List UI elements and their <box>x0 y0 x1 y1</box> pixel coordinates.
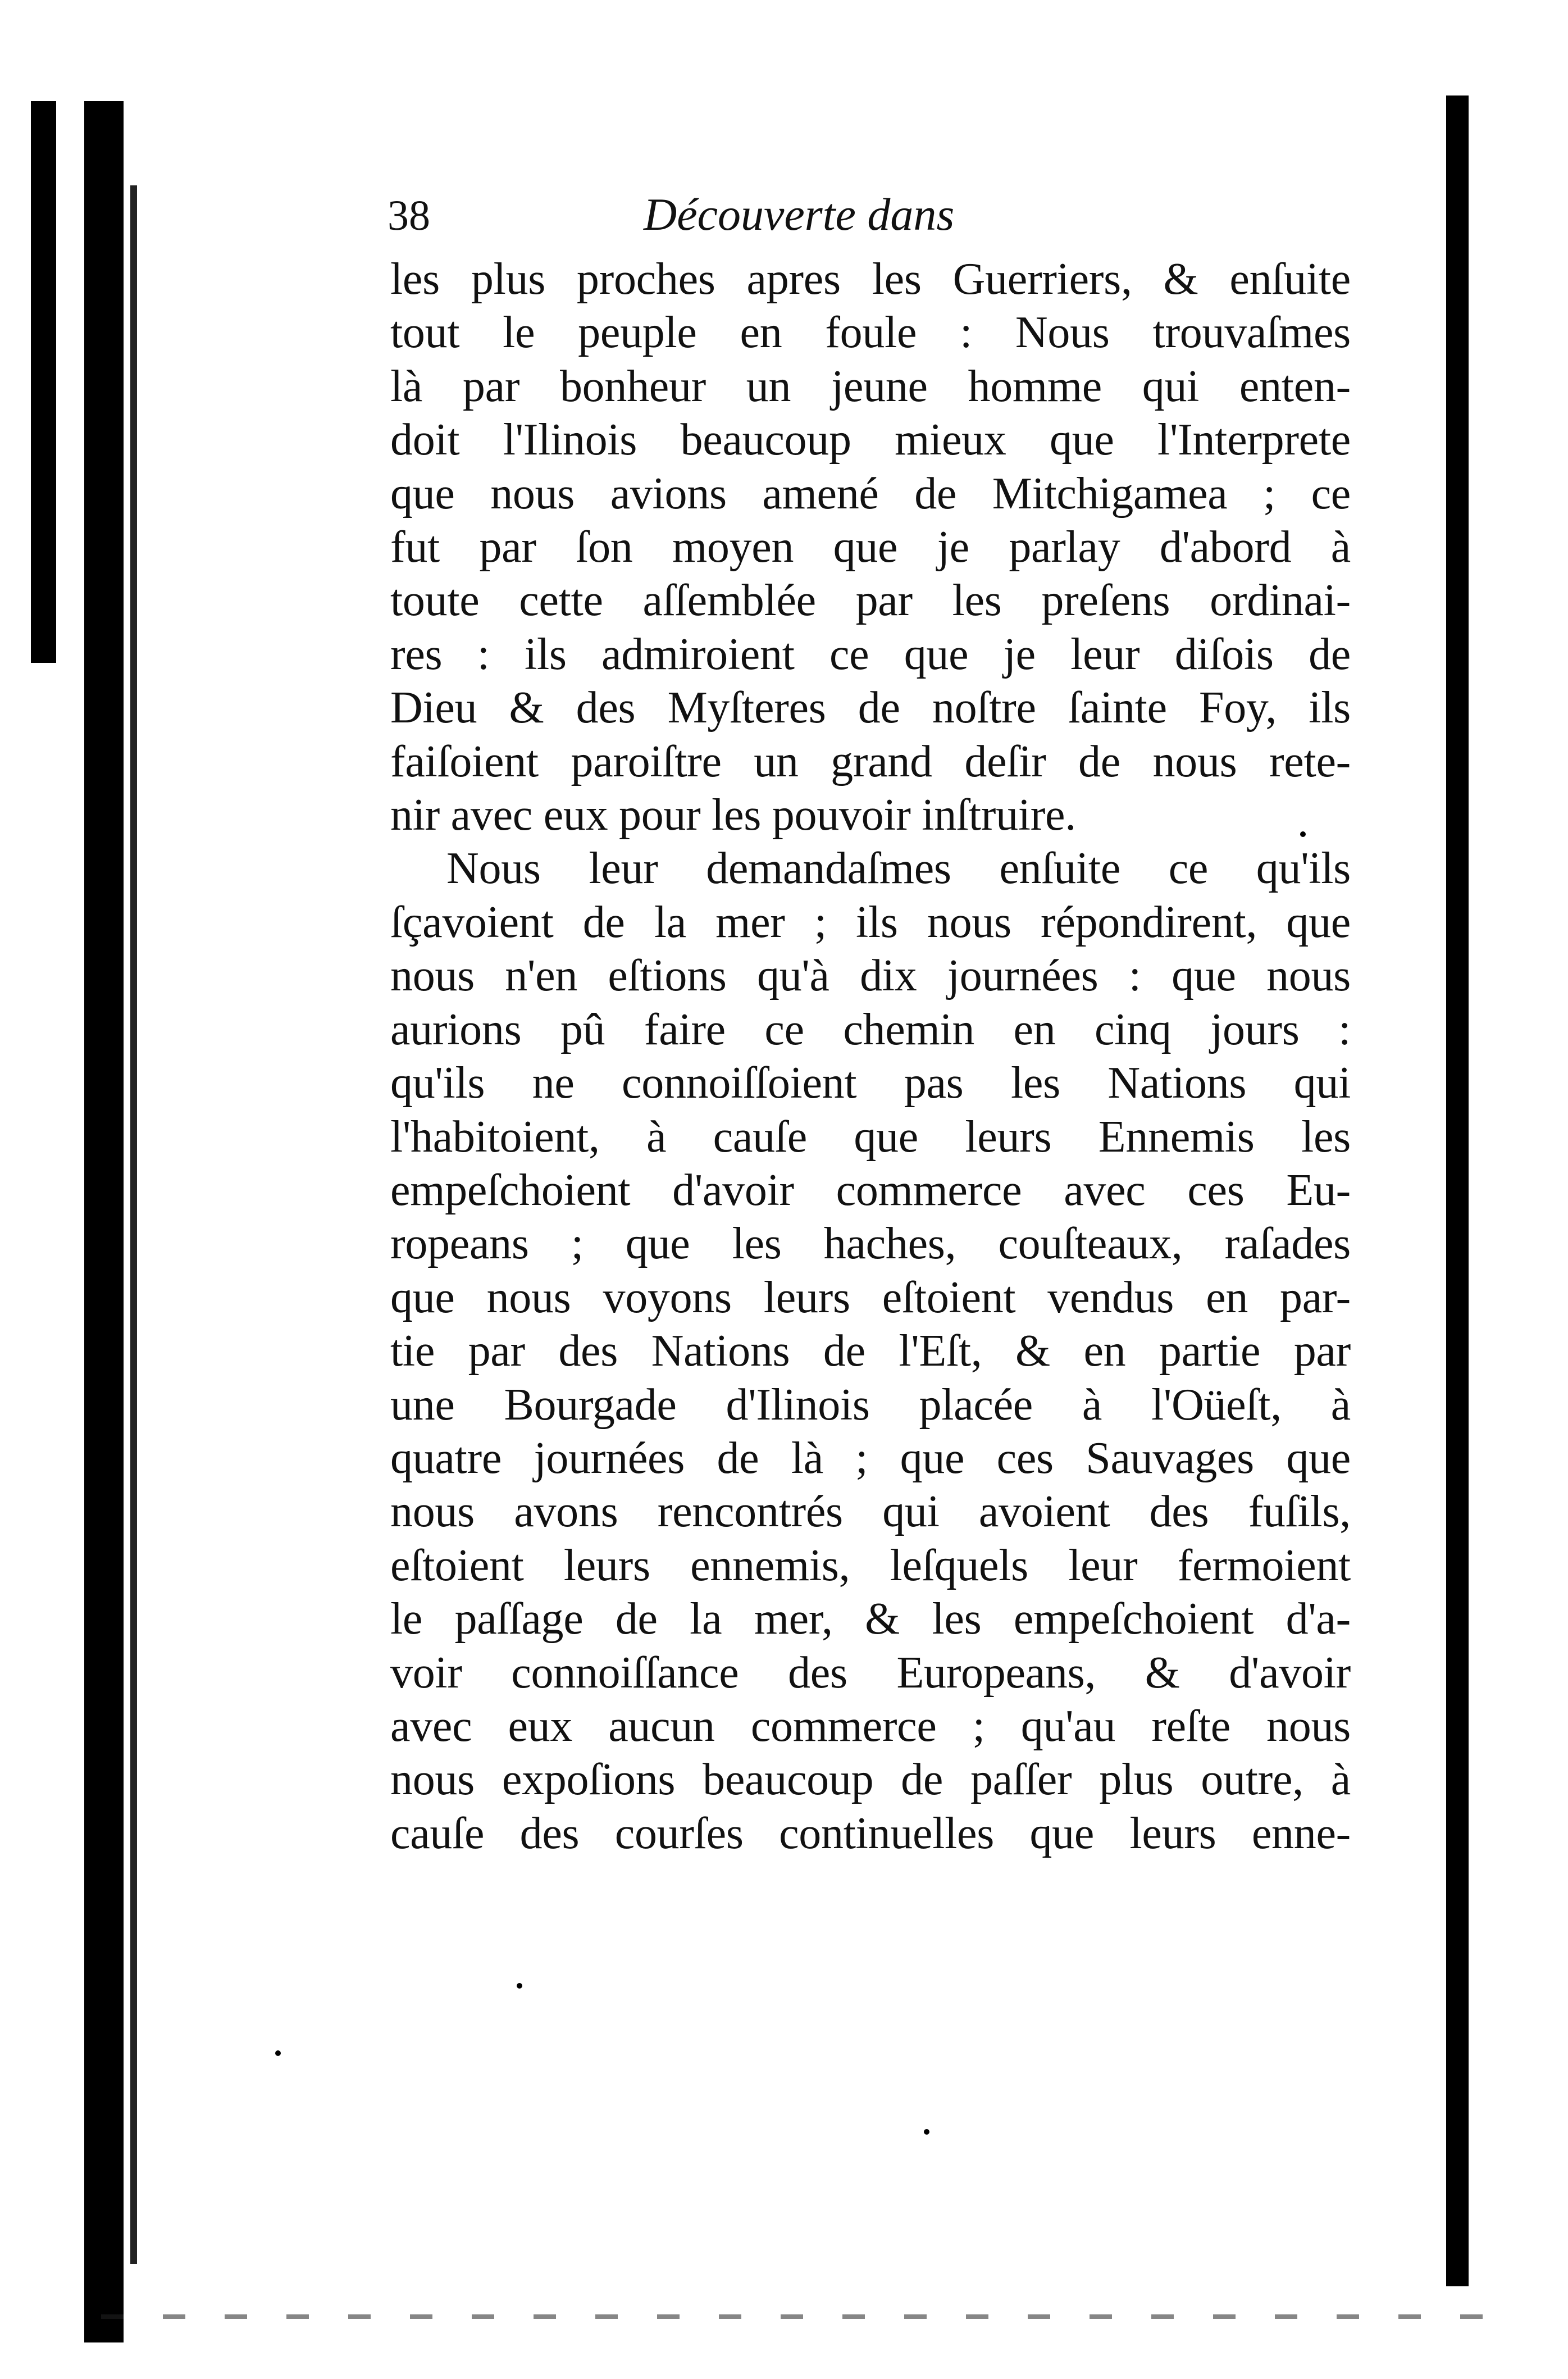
text-line: fut par ſon moyen que je parlay d'abord à <box>390 522 1351 572</box>
paragraph-end-line: nir avec eux pour les pouvoir inſtruire. <box>390 790 1076 840</box>
text-line: toute cette aſſemblée par les preſens ordinai- <box>390 576 1351 626</box>
scan-speck <box>517 1983 522 1989</box>
text-line: les plus proches apres les Guerriers, & enſuite <box>390 254 1351 304</box>
text-line: l'habitoient, à cauſe que leurs Ennemis les <box>390 1112 1351 1162</box>
text-line: ropeans ; que les haches, couſteaux, raſades <box>390 1219 1351 1269</box>
body-text <box>390 253 1351 1861</box>
text-line: aurions pû faire ce chemin en cinq jours : <box>390 1004 1351 1054</box>
text-line: faiſoient paroiſtre un grand deſir de nous rete- <box>390 736 1351 786</box>
text-line: nous expoſions beaucoup de paſſer plus outre, à <box>390 1755 1351 1805</box>
text-line: avec eux aucun commerce ; qu'au reſte nous <box>390 1701 1351 1751</box>
page-header <box>388 188 1337 250</box>
text-line: qu'ils ne connoiſſoient pas les Nations qui <box>390 1058 1351 1108</box>
text-line: empeſchoient d'avoir commerce avec ces Eu- <box>390 1165 1351 1215</box>
text-line: tout le peuple en foule : Nous trouvaſmes <box>390 308 1351 358</box>
text-line: ſçavoient de la mer ; ils nous répondirent, que <box>390 897 1351 947</box>
text-line: tie par des Nations de l'Eſt, & en partie par <box>390 1326 1351 1376</box>
scan-edge-bottom <box>101 2314 1505 2319</box>
scan-edge-left-thin <box>130 185 137 2264</box>
text-line: que nous avions amené de Mitchigamea ; ce <box>390 468 1351 518</box>
scan-speck <box>275 2050 281 2056</box>
text-line: le paſſage de la mer, & les empeſchoient d'a- <box>390 1594 1351 1644</box>
text-line: doit l'Ilinois beaucoup mieux que l'Interprete <box>390 415 1351 465</box>
scan-edge-left-outer <box>31 101 56 663</box>
paragraph-start-line: Nous leur demandaſmes enſuite ce qu'ils <box>446 844 1351 894</box>
text-line: là par bonheur un jeune homme qui enten- <box>390 361 1351 411</box>
text-line: que nous voyons leurs eſtoient vendus en par- <box>390 1272 1351 1322</box>
scan-edge-right <box>1446 95 1469 2286</box>
text-line: res : ils admiroient ce que je leur diſois de <box>390 629 1351 679</box>
text-line: nous avons rencontrés qui avoient des fuſils, <box>390 1487 1351 1537</box>
text-line: cauſe des courſes continuelles que leurs enne- <box>390 1808 1351 1858</box>
scan-speck <box>924 2129 929 2135</box>
text-line: eſtoient leurs ennemis, leſquels leur fermoient <box>390 1540 1351 1590</box>
text-line: voir connoiſſance des Europeans, & d'avoir <box>390 1648 1351 1698</box>
page-number: 38 <box>388 192 430 239</box>
text-line: une Bourgade d'Ilinois placée à l'Oüeſt, à <box>390 1380 1351 1430</box>
scan-edge-left <box>84 101 124 2342</box>
text-line: quatre journées de là ; que ces Sauvages que <box>390 1433 1351 1483</box>
running-title: Découverte dans <box>644 189 955 240</box>
text-line: nous n'en eſtions qu'à dix journées : que nous <box>390 951 1351 1001</box>
text-line: Dieu & des Myſteres de noſtre ſainte Foy, ils <box>390 683 1351 733</box>
